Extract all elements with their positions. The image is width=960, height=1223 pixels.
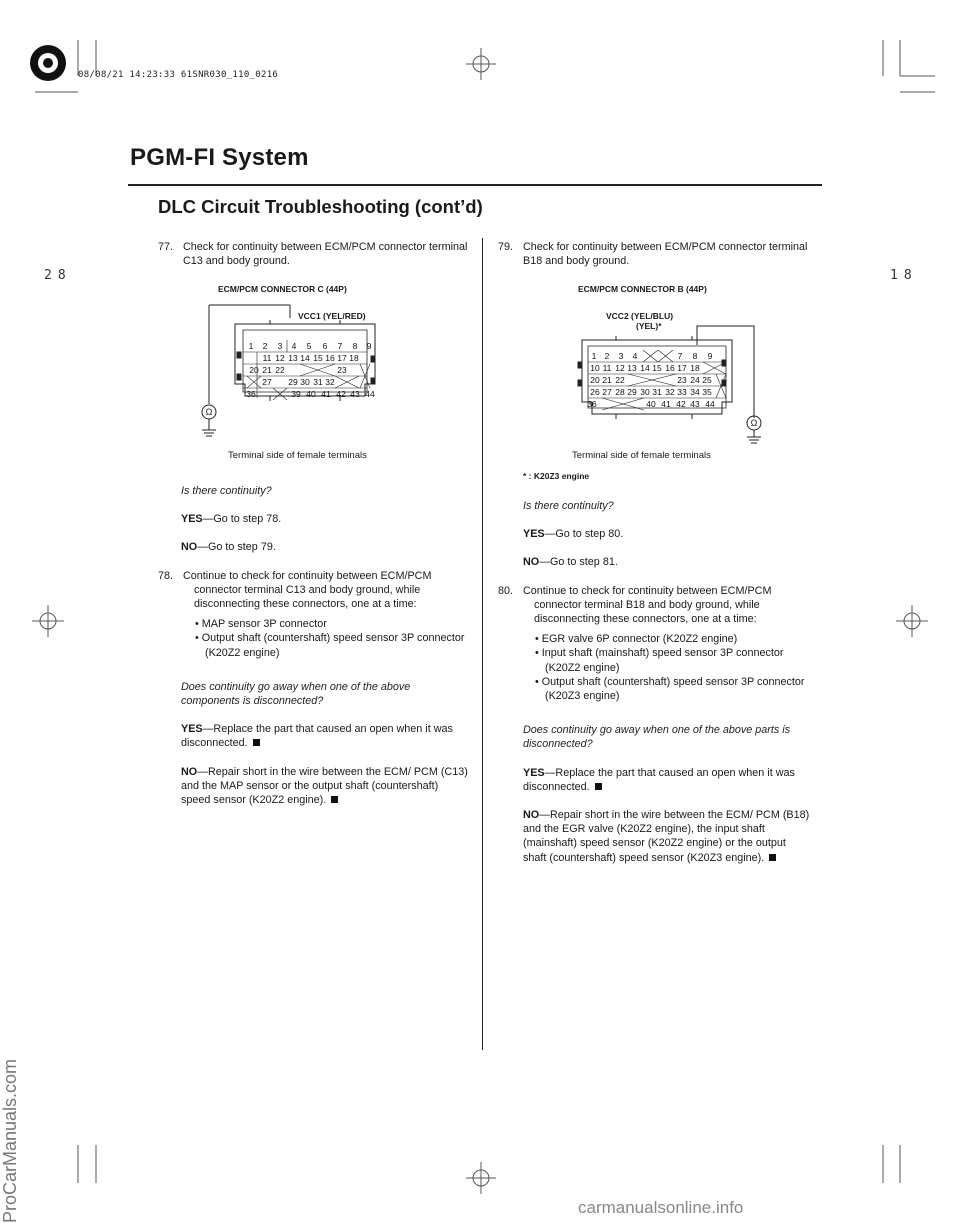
- pin-label: 25: [702, 375, 712, 385]
- print-stamp: 08/08/21 14:23:33 61SNR030_110_0216: [78, 70, 279, 80]
- pin-label: 44: [365, 389, 375, 399]
- question-continuity-2: Is there continuity?: [523, 500, 614, 512]
- pin-label: 43: [690, 399, 700, 409]
- pin-label: 17: [337, 353, 347, 363]
- step-78-bullet: • MAP sensor 3P connector: [195, 618, 327, 631]
- pin-label: 9: [707, 351, 713, 361]
- pin-label: 35: [702, 387, 712, 397]
- pin-label: 21: [602, 375, 612, 385]
- pin-label: 36: [246, 389, 256, 399]
- pin-label: 1: [591, 351, 597, 361]
- pin-label: 36: [587, 399, 597, 409]
- step-80-bullet: • Input shaft (mainshaft) speed sensor 3P connector (K20Z2 engine): [535, 647, 784, 674]
- pin-label: 40: [306, 389, 316, 399]
- pin-label: 11: [262, 353, 272, 363]
- pin-label: 31: [652, 387, 662, 397]
- page-number-left: 28: [44, 268, 72, 283]
- pin-label: 42: [336, 389, 346, 399]
- pin-label: 9: [366, 341, 372, 351]
- pin-label: 6: [322, 341, 328, 351]
- connector-b-footnote: * : K20Z3 engine: [523, 471, 590, 481]
- pin-label: 16: [665, 363, 675, 373]
- pin-label: 34: [690, 387, 700, 397]
- step-77: 77. Check for continuity between ECM/PCM connector terminal C13 and body ground.: [158, 241, 468, 268]
- pin-label: 22: [275, 365, 285, 375]
- connector-c-pins: [246, 341, 375, 399]
- pin-label: 4: [632, 351, 638, 361]
- pin-label: 40: [646, 399, 656, 409]
- connector-b-diagram: [570, 310, 770, 450]
- pin-label: 22: [615, 375, 625, 385]
- pin-label: 42: [676, 399, 686, 409]
- ground-symbol-icon: [747, 416, 761, 443]
- pin-label: 12: [275, 353, 285, 363]
- connector-b-wire-label-alt: (YEL)*: [636, 321, 662, 331]
- pin-label: 20: [249, 365, 259, 375]
- pin-label: 29: [288, 377, 298, 387]
- pin-label: 7: [337, 341, 343, 351]
- step-80-bullet: • EGR valve 6P connector (K20Z2 engine): [535, 633, 738, 646]
- pin-label: 8: [692, 351, 698, 361]
- connector-b-title: ECM/PCM CONNECTOR B (44P): [578, 284, 707, 294]
- end-mark-icon: [331, 796, 338, 803]
- ground-symbol-icon: [202, 405, 216, 436]
- end-mark-icon: [595, 783, 602, 790]
- pin-label: 24: [690, 375, 700, 385]
- pin-label: 26: [590, 387, 600, 397]
- connector-c-title: ECM/PCM CONNECTOR C (44P): [218, 284, 347, 294]
- pin-label: 18: [349, 353, 359, 363]
- pin-label: 5: [306, 341, 312, 351]
- pin-label: 27: [602, 387, 612, 397]
- connector-b-wire-label: VCC2 (YEL/BLU): [606, 311, 674, 321]
- step-78: 78. Continue to check for continuity between ECM/PCM connector terminal C13 and body ground, while disconnecting these connectors, one at a time: • MAP sensor 3P connector • Output shaft (countershaft) speed sensor 3P connector (K20Z2 engine): [158, 569, 468, 660]
- pin-label: 21: [262, 365, 272, 375]
- answer-no-80: NO—Repair short in the wire between the ECM/ PCM (B18) and the EGR valve (K20Z2 engine), the input shaft (mainshaft) speed sensor (K20Z2 engine) or the output shaft (countershaft) speed sensor (K20Z3 engine).: [523, 809, 810, 864]
- pin-label: 4: [291, 341, 297, 351]
- pin-label: 32: [665, 387, 675, 397]
- pin-label: 8: [352, 341, 358, 351]
- pin-label: 31: [313, 377, 323, 387]
- pin-label: 39: [291, 389, 301, 399]
- pin-label: 30: [640, 387, 650, 397]
- answer-yes-80: YES—Replace the part that caused an open when it was disconnected.: [523, 766, 795, 793]
- pin-label: 3: [277, 341, 283, 351]
- end-mark-icon: [769, 854, 776, 861]
- pin-label: 29: [627, 387, 637, 397]
- pin-label: 16: [325, 353, 335, 363]
- pin-label: 2: [604, 351, 610, 361]
- left-body: [158, 484, 468, 807]
- column-divider: [482, 238, 483, 1050]
- right-body: [498, 499, 810, 865]
- pin-label: 10: [590, 363, 600, 373]
- pin-label: 3: [618, 351, 624, 361]
- pin-label: 17: [677, 363, 687, 373]
- pin-label: 44: [705, 399, 715, 409]
- pin-label: 30: [300, 377, 310, 387]
- step-79-text: Check for continuity between ECM/PCM connector terminal B18 and body ground.: [523, 241, 808, 268]
- answer-yes-78: YES—Replace the part that caused an open when it was disconnected.: [181, 723, 453, 750]
- pin-label: 13: [288, 353, 298, 363]
- answer-yes-77: YES—Go to step 78.: [181, 513, 282, 526]
- section-title: DLC Circuit Troubleshooting (cont’d): [158, 196, 483, 217]
- pin-label: 41: [661, 399, 671, 409]
- end-mark-icon: [253, 739, 260, 746]
- pin-label: 27: [262, 377, 272, 387]
- step-77-text: Check for continuity between ECM/PCM connector terminal C13 and body ground.: [183, 241, 468, 268]
- pin-label: 18: [690, 363, 700, 373]
- page-number-right: 18: [890, 268, 918, 283]
- pin-label: 14: [640, 363, 650, 373]
- connector-b-caption: Terminal side of female terminals: [572, 450, 711, 461]
- pin-label: 15: [313, 353, 323, 363]
- pin-label: 33: [677, 387, 687, 397]
- pin-label: 15: [652, 363, 662, 373]
- pin-label: 7: [677, 351, 683, 361]
- connector-c-wire-label: VCC1 (YEL/RED): [298, 311, 366, 321]
- step-80-bullet: • Output shaft (countershaft) speed sensor 3P connector (K20Z3 engine): [535, 675, 805, 703]
- step-80-text: Continue to check for continuity between ECM/PCM connector terminal B18 and body ground, while disconnecting these connectors, one at a time:: [523, 584, 772, 626]
- step-80: 80. Continue to check for continuity between ECM/PCM connector terminal B18 and body ground, while disconnecting these connectors, one at a time: • EGR valve 6P connector (K20Z2 engine) • Input shaft (mainshaft) speed sensor 3P connector (K20Z2 engine) • Output shaft (countershaft) speed sensor 3P connector (K20Z3 engine): [498, 584, 810, 704]
- side-watermark: ProCarManuals.com: [0, 1058, 20, 1223]
- bottom-watermark: carmanualsonline.info: [578, 1198, 744, 1217]
- pin-label: 14: [300, 353, 310, 363]
- pin-label: 23: [677, 375, 687, 385]
- question-components: Does continuity go away when one of the above components is disconnected?: [181, 680, 411, 708]
- page-title: PGM-FI System: [130, 144, 309, 171]
- pin-label: 11: [602, 363, 612, 373]
- svg-text:Ω: Ω: [750, 418, 758, 428]
- pin-label: 28: [615, 387, 625, 397]
- pin-label: 2: [262, 341, 268, 351]
- connector-c-diagram: [195, 300, 395, 445]
- svg-text:Ω: Ω: [205, 407, 213, 417]
- step-78-text: Continue to check for continuity between ECM/PCM connector terminal C13 and body ground, while disconnecting these connectors, one at a time:: [183, 569, 432, 611]
- answer-no-79: NO—Go to step 81.: [523, 556, 618, 569]
- connector-c-caption: Terminal side of female terminals: [228, 450, 367, 461]
- step-78-bullet: • Output shaft (countershaft) speed sensor 3P connector (K20Z2 engine): [195, 632, 465, 659]
- pin-label: 20: [590, 375, 600, 385]
- answer-yes-79: YES—Go to step 80.: [523, 528, 624, 541]
- pin-label: 12: [615, 363, 625, 373]
- answer-no-77: NO—Go to step 79.: [181, 541, 276, 554]
- step-79: 79. Check for continuity between ECM/PCM connector terminal B18 and body ground.: [498, 240, 810, 268]
- answer-no-78: NO—Repair short in the wire between the ECM/ PCM (C13) and the MAP sensor or the output shaft (countershaft) speed sensor (K20Z2 engine).: [181, 765, 468, 807]
- question-continuity-1: Is there continuity?: [181, 485, 272, 497]
- question-parts: Does continuity go away when one of the above parts is disconnected?: [523, 724, 791, 751]
- pin-label: 23: [337, 365, 347, 375]
- pin-label: 13: [627, 363, 637, 373]
- pin-label: 43: [350, 389, 360, 399]
- title-rule: [128, 184, 822, 186]
- corner-target-icon: [30, 45, 66, 81]
- pin-label: 32: [325, 377, 335, 387]
- pin-label: 1: [248, 341, 254, 351]
- pin-label: 41: [321, 389, 331, 399]
